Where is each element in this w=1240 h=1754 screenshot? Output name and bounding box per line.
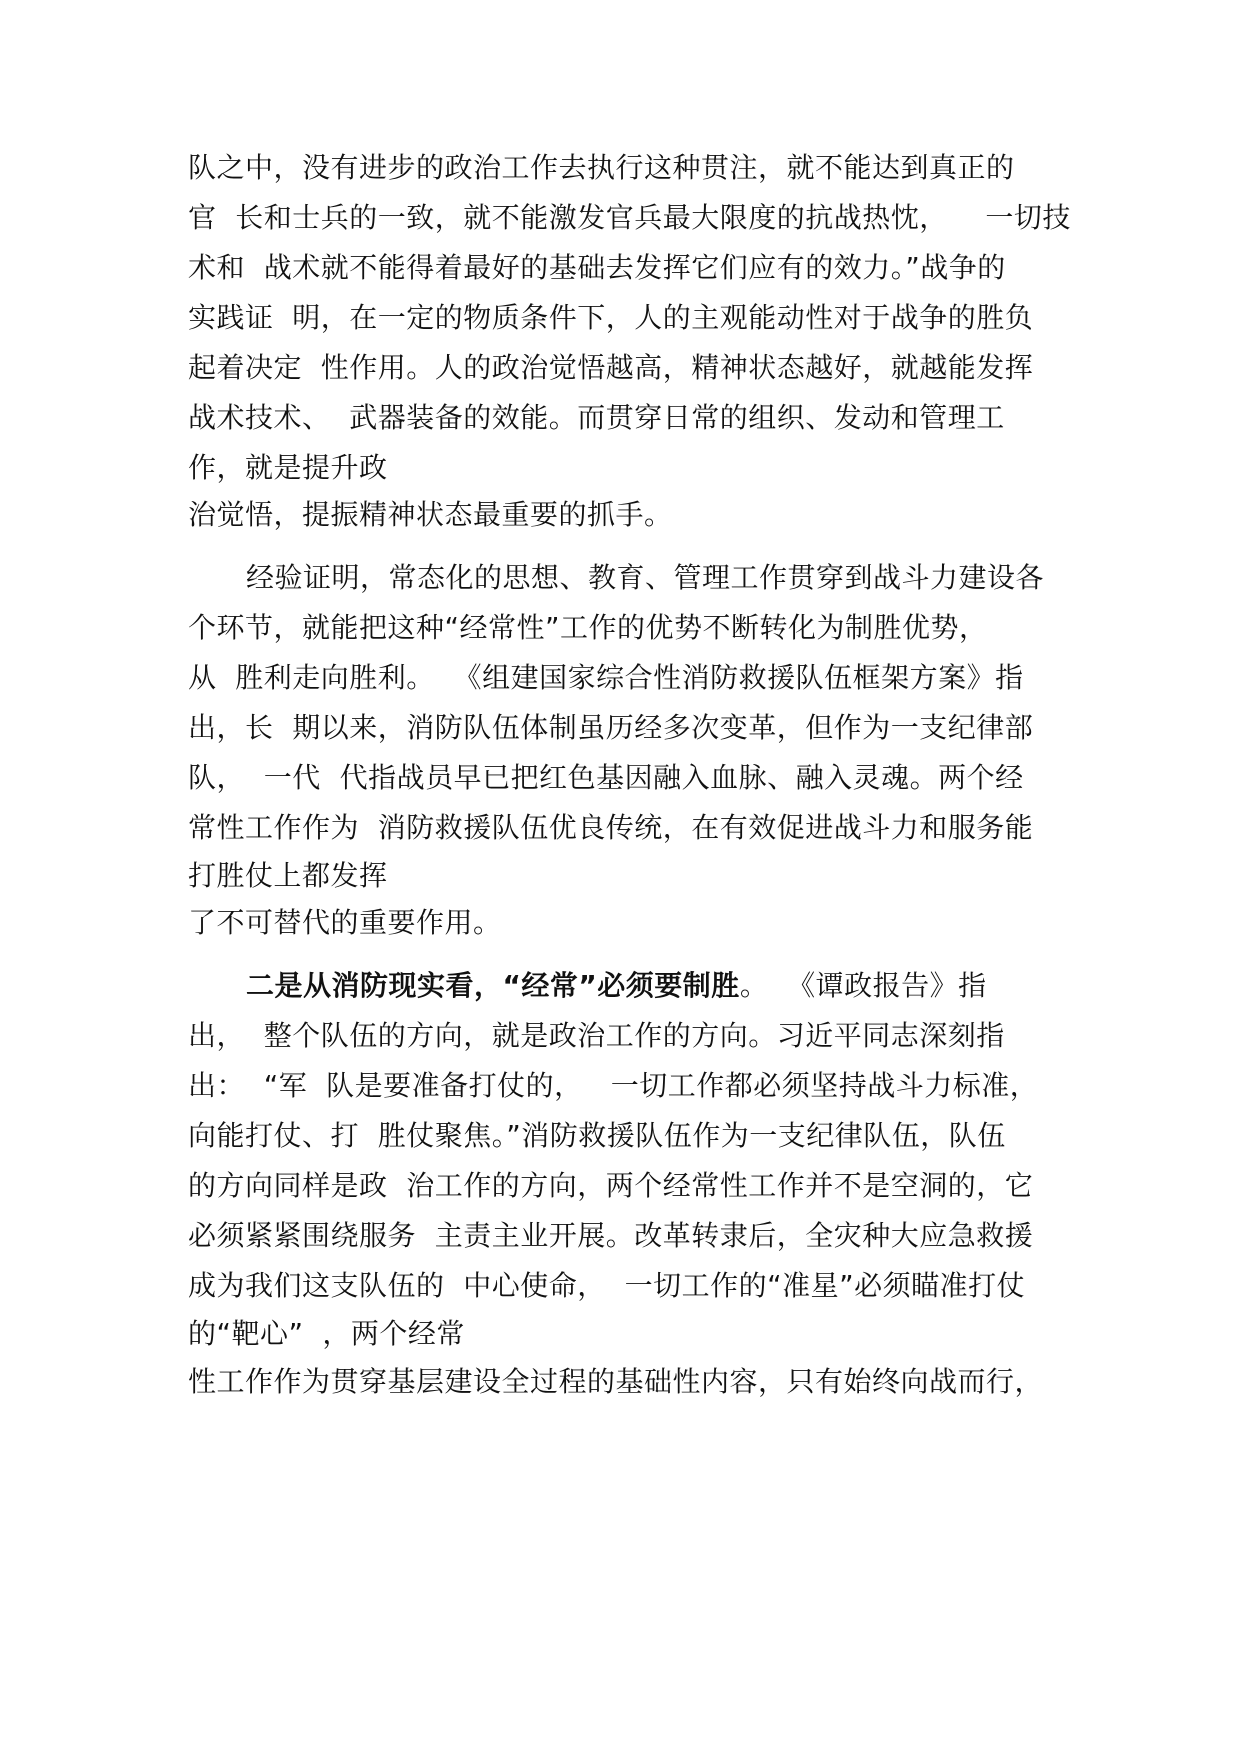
text-line: 经验证明，常态化的思想、教育、管理工作贯穿到战斗力建设各: [246, 561, 1045, 594]
text-line: [246, 966, 987, 1006]
text-line: 从 胜利走向胜利。 《组建国家综合性消防救援队伍框架方案》指: [188, 661, 1024, 694]
text-line: 队， 一代 代指战员早已把红色基因融入血脉、融入灵魂。两个经: [188, 761, 1024, 794]
text-line: 向能打仗、打 胜仗聚焦。”消防救援队伍作为一支纪律队伍，队伍: [188, 1119, 1006, 1152]
text-line: 官 长和士兵的一致，就不能激发官兵最大限度的抗战热忱， 一切技: [188, 201, 1071, 234]
text-line: 常性工作作为 消防救援队伍优良传统，在有效促进战斗力和服务能: [188, 811, 1034, 844]
text-line: 作，就是提升政: [188, 451, 388, 484]
text-line: 出： “军 队是要准备打仗的， 一切工作都必须坚持战斗力标准，: [188, 1069, 1039, 1102]
text-line: 成为我们这支队伍的 中心使命， 一切工作的“准星”必须瞄准打仗: [188, 1269, 1026, 1302]
text-line: 出，长 期以来，消防队伍体制虽历经多次变革，但作为一支纪律部: [188, 711, 1034, 744]
text-line: 治觉悟，提振精神状态最重要的抓手。: [188, 498, 673, 531]
bold-lead: 二是从消防现实看，“经常”必须要制胜: [246, 969, 740, 1002]
text-line: 必须紧紧围绕服务 主责主业开展。改革转隶后，全灾种大应急救援: [188, 1219, 1034, 1252]
text-line: 了不可替代的重要作用。: [188, 906, 502, 939]
text-line: 实践证 明，在一定的物质条件下，人的主观能动性对于战争的胜负: [188, 301, 1034, 334]
text-line: 起着决定 性作用。人的政治觉悟越高，精神状态越好，就越能发挥: [188, 351, 1034, 384]
text-line: 战术技术、 武器装备的效能。而贯穿日常的组织、发动和管理工: [188, 401, 1005, 434]
text-line: 的“靶心” ，两个经常: [188, 1317, 465, 1350]
text-line: 出， 整个队伍的方向，就是政治工作的方向。习近平同志深刻指: [188, 1019, 1005, 1052]
text-line: 打胜仗上都发挥: [188, 859, 388, 892]
text-span: 。 《谭政报告》指: [739, 969, 987, 1002]
text-line: 队之中，没有进步的政治工作去执行这种贯注，就不能达到真正的: [188, 151, 1015, 184]
text-line: 术和 战术就不能得着最好的基础去发挥它们应有的效力。”战争的: [188, 251, 1006, 284]
text-line: 个环节，就能把这种“经常性”工作的优势不断转化为制胜优势，: [188, 611, 988, 644]
text-line: 的方向同样是政 治工作的方向，两个经常性工作并不是空洞的，它: [188, 1169, 1034, 1202]
text-line: 性工作作为贯穿基层建设全过程的基础性内容，只有始终向战而行，: [188, 1365, 1044, 1398]
